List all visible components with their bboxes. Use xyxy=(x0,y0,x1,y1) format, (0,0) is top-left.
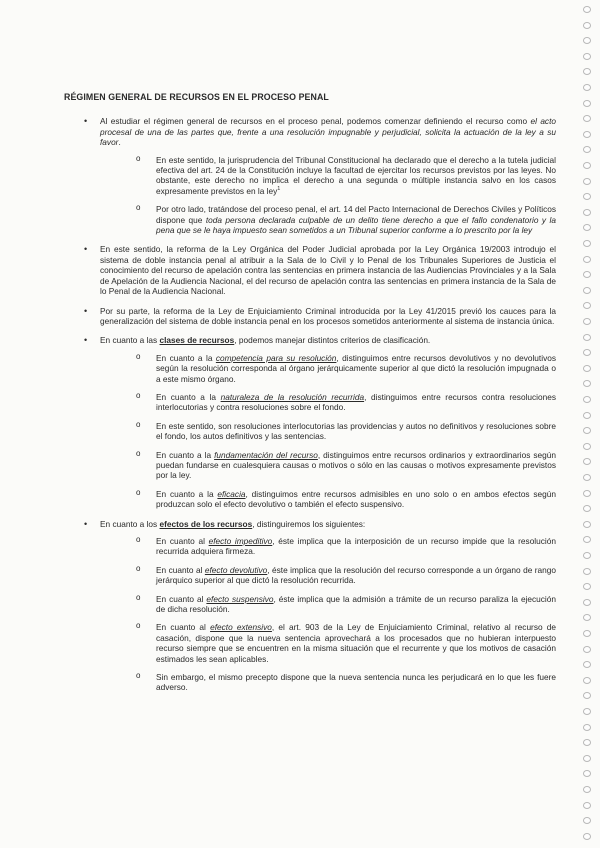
binder-ring-icon xyxy=(583,193,591,200)
binder-ring-icon xyxy=(583,614,591,621)
circle-bullet-icon: o xyxy=(136,563,141,573)
binder-ring-icon xyxy=(583,661,591,668)
binder-ring-icon xyxy=(583,318,591,325)
paragraph-clases-de-recursos: • En cuanto a las clases de recursos, podemos manejar distintos criterios de clasificación. o En cuanto a la competencia para su resolución, distinguimos entre recursos devolutivos y no devolutivos según la resolución corresponda al órgano jerárquicamente superior al que dictó la resolución impugnada o a este mismo órgano. o En cuanto a la naturaleza de la resolución recurrida, distinguimos entre recursos contra resoluciones interlocutorias y contra resoluciones sobre el fondo. o En este sentido, son resoluciones interlocutorias las providencias y autos no definitivos y resoluciones sobre el fondo, los autos definitivos y las sentencias. o En cuanto a la fundamentación del recurso, distinguimos entre recursos ordinarios y extraordinarios según puedan fundarse en cualesquiera causas o motivos o sólo en las causas o motivos expresamente previstos por la ley. o En cuanto a la eficacia, distinguimos entre recursos admisibles en uno solo o en ambos efectos según produzcan solo el efecto devolutivo o también el efecto suspensivo. xyxy=(84,335,557,510)
binder-ring-icon xyxy=(583,412,591,419)
paragraph-lecrim-reform: • Por su parte, la reforma de la Ley de Enjuiciamiento Criminal introducida por la Ley 41/2015 previó los cauces para la generalización del sistema de doble instancia penal en los procesos sometidos anteriormente al sistema de instancia única. xyxy=(84,305,556,326)
binder-ring-icon xyxy=(583,349,591,356)
sub-item-resoluciones-interlocutorias: o En este sentido, son resoluciones interlocutorias las providencias y autos no definitivos y resoluciones sobre el fondo, los autos definitivos y las sentencias. xyxy=(136,419,556,442)
circle-bullet-icon: o xyxy=(136,153,141,163)
footnote-mark: 1 xyxy=(277,186,281,193)
binder-ring-icon xyxy=(583,84,591,91)
binder-ring-icon xyxy=(583,583,591,590)
sub-item-efecto-suspensivo: o En cuanto al efecto suspensivo, éste implica que la admisión a trámite de un recurso paraliza la ejecución de dicha resolución. xyxy=(136,592,556,615)
circle-bullet-icon: o xyxy=(136,448,141,458)
binder-ring-icon xyxy=(583,599,591,606)
binder-ring-icon xyxy=(583,380,591,387)
sub-item-efecto-extensivo: o En cuanto al efecto extensivo, el art. 903 de la Ley de Enjuiciamiento Criminal, relativo al recurso de casación, dispone que la nueva sentencia aprovechará a los procesados que no hubieran interpuesto recurso siempre que se encuentren en la misma situación que el recurrente y que los motivos de casación estimados les sean aplicables. xyxy=(136,621,556,664)
circle-bullet-icon: o xyxy=(136,592,141,602)
binder-ring-icon xyxy=(583,22,591,29)
binder-ring-icon xyxy=(583,521,591,528)
binder-ring-icon xyxy=(583,271,591,278)
binder-ring-icon xyxy=(583,256,591,263)
sub-item-efecto-devolutivo: o En cuanto al efecto devolutivo, éste implica que la resolución del recurso corresponde a un órgano de rango jerárquico superior al que dictó la resolución recurrida. xyxy=(136,563,556,586)
binder-ring-icon xyxy=(583,334,591,341)
binder-ring-icon xyxy=(583,739,591,746)
binder-ring-icon xyxy=(583,770,591,777)
binder-ring-icon xyxy=(583,37,591,44)
circle-bullet-icon: o xyxy=(136,390,141,400)
circle-bullet-icon: o xyxy=(136,535,141,544)
binder-ring-icon xyxy=(583,68,591,75)
binder-ring-icon xyxy=(583,755,591,762)
binder-ring-icon xyxy=(583,6,591,13)
binder-ring-icon xyxy=(583,692,591,699)
bullet-icon: • xyxy=(84,116,88,127)
binder-ring-icon xyxy=(583,490,591,497)
binder-ring-icon xyxy=(583,146,591,153)
paragraph-definition: • Al estudiar el régimen general de recursos en el proceso penal, podemos comenzar definiendo el recurso como el acto procesal de una de las partes que, frente a una resolución impugnable y perjudicial, solicita la actuación de la ley a su favor. o En este sentido, la jurisprudencia del Tribunal Constitucional ha declarado que el derecho a la tutela judicial efectiva del art. 24 de la Constitución incluye la facultad de ejercitar los recursos previstos por las leyes. No obstante, este derecho no implica el derecho a una segunda o múltiple instancia salvo en los casos expresamente previstos en la ley$^1$ o Por otro lado, tratándose del proceso penal, el art. 14 del Pacto Internacional de Derechos Civiles y Políticos dispone que toda persona declarada culpable de un delito tiene derecho a que el fallo condenatorio y la pena que se le haya impuesto sean sometidos a un Tribunal superior conforme a lo prescrito por la ley xyxy=(84,116,556,236)
sub-item-competencia: o En cuanto a la competencia para su resolución, distinguimos entre recursos devolutivos y no devolutivos según la resolución corresponda al órgano jerárquicamente superior al que dictó la resolución impugnada o a este mismo órgano. xyxy=(136,351,556,384)
binder-ring-icon xyxy=(583,131,591,138)
binder-ring-icon xyxy=(583,724,591,731)
sub-item-sin-embargo: o Sin embargo, el mismo precepto dispone que la nueva sentencia nunca les perjudicará en lo que les fuere adverso. xyxy=(136,671,556,693)
circle-bullet-icon: o xyxy=(136,203,141,213)
binder-ring-icon xyxy=(583,708,591,715)
bullet-icon: • xyxy=(84,244,88,255)
sub-item-fundamentacion: o En cuanto a la fundamentación del recurso, distinguimos entre recursos ordinarios y extraordinarios según puedan fundarse en cualesquiera causas o motivos o sólo en las causas o motivos expresamente previstos por la ley. xyxy=(136,448,556,481)
binder-ring-icon xyxy=(583,209,591,216)
circle-bullet-icon: o xyxy=(136,351,141,361)
binder-ring-icon xyxy=(583,505,591,512)
circle-bullet-icon: o xyxy=(136,487,141,497)
binder-ring-icon xyxy=(583,817,591,824)
binder-rings xyxy=(576,0,600,848)
binder-ring-icon xyxy=(583,786,591,793)
binder-ring-icon xyxy=(583,630,591,637)
binder-ring-icon xyxy=(583,100,591,107)
binder-ring-icon xyxy=(583,677,591,684)
binder-ring-icon xyxy=(583,427,591,434)
document-title: RÉGIMEN GENERAL DE RECURSOS EN EL PROCESO PENAL xyxy=(64,92,329,102)
binder-ring-icon xyxy=(583,646,591,653)
sub-item-naturaleza: o En cuanto a la naturaleza de la resolución recurrida, distinguimos entre recursos contra resoluciones interlocutorias y contra resoluciones sobre el fondo. xyxy=(136,390,557,413)
binder-ring-icon xyxy=(583,833,591,840)
sub-item-pacto-internacional: o Por otro lado, tratándose del proceso penal, el art. 14 del Pacto Internacional de Derechos Civiles y Políticos dispone que toda persona declarada culpable de un delito tiene derecho a que el fallo condenatorio y la pena que se le haya impuesto sean sometidos a un Tribunal superior conforme a lo prescrito por la ley xyxy=(136,203,556,236)
circle-bullet-icon: o xyxy=(136,671,141,681)
binder-ring-icon xyxy=(583,162,591,169)
binder-ring-icon xyxy=(583,443,591,450)
document-content xyxy=(64,92,556,702)
binder-ring-icon xyxy=(583,802,591,809)
sub-item-tribunal-constitucional: o En este sentido, la jurisprudencia del Tribunal Constitucional ha declarado que el derecho a la tutela judicial efectiva del art. 24 de la Constitución incluye la facultad de ejercitar los recursos previstos por las leyes. No obstante, este derecho no implica el derecho a una segunda o múltiple instancia salvo en los casos expresamente previstos en la ley$^1$ xyxy=(136,153,556,196)
paragraph-efectos-de-los-recursos: • En cuanto a los efectos de los recursos, distinguiremos los siguientes: o En cuanto al efecto impeditivo, éste implica que la interposición de un recurso impide que la resolución recurrida adquiera firmeza. o En cuanto al efecto devolutivo, éste implica que la resolución del recurso corresponde a un órgano de rango jerárquico superior al que dictó la resolución recurrida. o En cuanto al efecto suspensivo, éste implica que la admisión a trámite de un recurso paraliza la ejecución de dicha resolución. o En cuanto al efecto extensivo, el art. 903 de la Ley de Enjuiciamiento Criminal, relativo al recurso de casación, dispone que la nueva sentencia aprovechará a los procesados que no hubieran interpuesto recurso siempre que se encuentren en la misma situación que el recurrente y que los motivos de casación estimados les sean aplicables. o Sin embargo, el mismo precepto dispone que la nueva sentencia nunca les perjudicará en lo que les fuere adverso. xyxy=(84,518,556,693)
circle-bullet-icon: o xyxy=(136,419,141,429)
binder-ring-icon xyxy=(583,178,591,185)
binder-ring-icon xyxy=(583,568,591,575)
binder-ring-icon xyxy=(583,224,591,231)
bullet-icon: • xyxy=(84,518,88,529)
binder-ring-icon xyxy=(583,536,591,543)
bullet-icon: • xyxy=(84,305,88,316)
binder-ring-icon xyxy=(583,365,591,372)
bullet-icon: • xyxy=(84,335,88,346)
paragraph-lopj-reform: • En este sentido, la reforma de la Ley Orgánica del Poder Judicial aprobada por la Ley Orgánica 19/2003 introdujo el sistema de doble instancia penal al atribuir a la Sala de lo Civil y lo Penal de los Tribunales Superiores de Justicia el conocimiento del recurso de apelación contra las sentencias en primera instancia de las Audiencias Provinciales y a la Sala de Apelación de la Audiencia Nacional, el del recurso de apelación contra las sentencias en primera instancia de la Sala de lo Penal de la Audiencia Nacional. xyxy=(84,244,556,297)
binder-ring-icon xyxy=(583,115,591,122)
binder-ring-icon xyxy=(583,458,591,465)
binder-ring-icon xyxy=(583,302,591,309)
circle-bullet-icon: o xyxy=(136,621,141,631)
sub-item-eficacia: o En cuanto a la eficacia, distinguimos entre recursos admisibles en uno solo o en ambos efectos según produzcan solo el efecto devolutivo o también el efecto suspensivo. xyxy=(136,487,556,510)
binder-ring-icon xyxy=(583,552,591,559)
binder-ring-icon xyxy=(583,287,591,294)
sub-item-efecto-impeditivo: o En cuanto al efecto impeditivo, éste implica que la interposición de un recurso impide que la resolución recurrida adquiera firmeza. xyxy=(136,535,556,557)
binder-ring-icon xyxy=(583,474,591,481)
binder-ring-icon xyxy=(583,53,591,60)
binder-ring-icon xyxy=(583,396,591,403)
binder-ring-icon xyxy=(583,240,591,247)
